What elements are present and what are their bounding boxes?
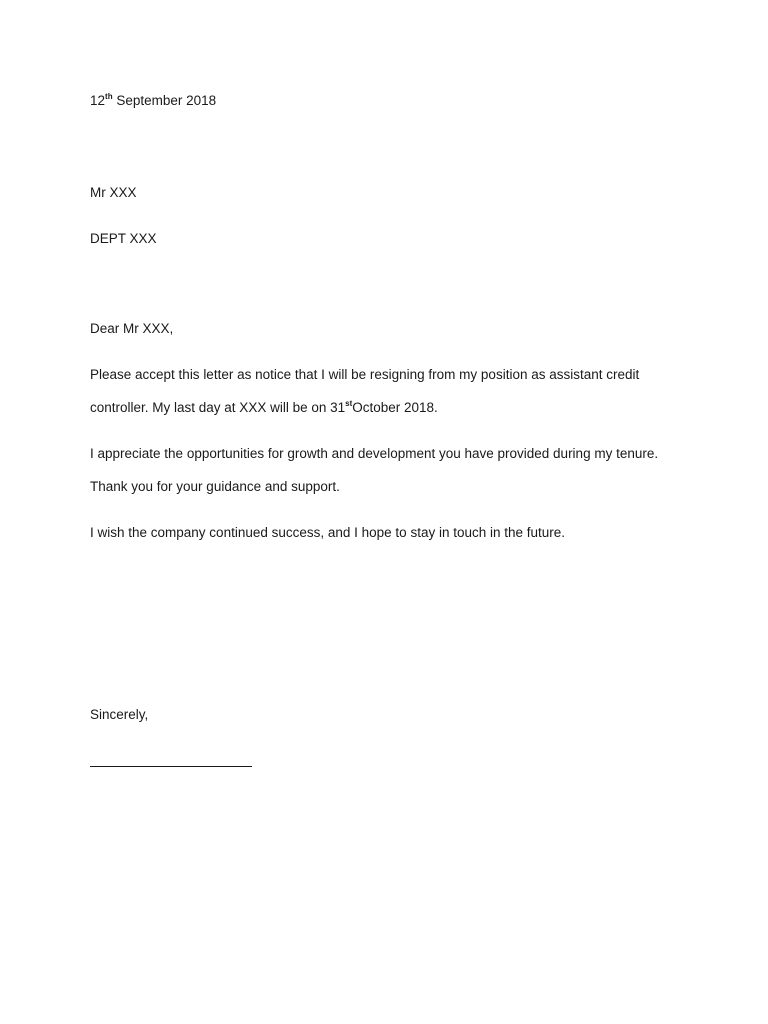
paragraph-1-line-2 <box>90 400 438 416</box>
paragraph-2-line-2: Thank you for your guidance and support. <box>90 479 340 494</box>
closing: Sincerely, <box>90 707 149 722</box>
paragraph-1-line-2-text: controller. My last day at XXX will be on 31 <box>90 400 346 415</box>
signature-line <box>90 766 252 767</box>
paragraph-3: I wish the company continued success, and I hope to stay in touch in the future. <box>90 525 566 540</box>
salutation: Dear Mr XXX, <box>90 321 174 336</box>
paragraph-1-line-2-end: October 2018. <box>352 400 438 415</box>
recipient-department: DEPT XXX <box>90 231 157 246</box>
last-day-suffix: st <box>345 398 353 408</box>
date-month-year: September 2018 <box>112 93 217 108</box>
paragraph-2-line-1: I appreciate the opportunities for growth and development you have provided during my tenure. <box>90 446 659 461</box>
date-day: 12 <box>90 93 106 108</box>
letter-date <box>90 93 216 109</box>
date-day-suffix: th <box>105 91 113 101</box>
paragraph-1-line-1: Please accept this letter as notice that I will be resigning from my position as assistant credit <box>90 367 640 382</box>
recipient-name: Mr XXX <box>90 185 137 200</box>
